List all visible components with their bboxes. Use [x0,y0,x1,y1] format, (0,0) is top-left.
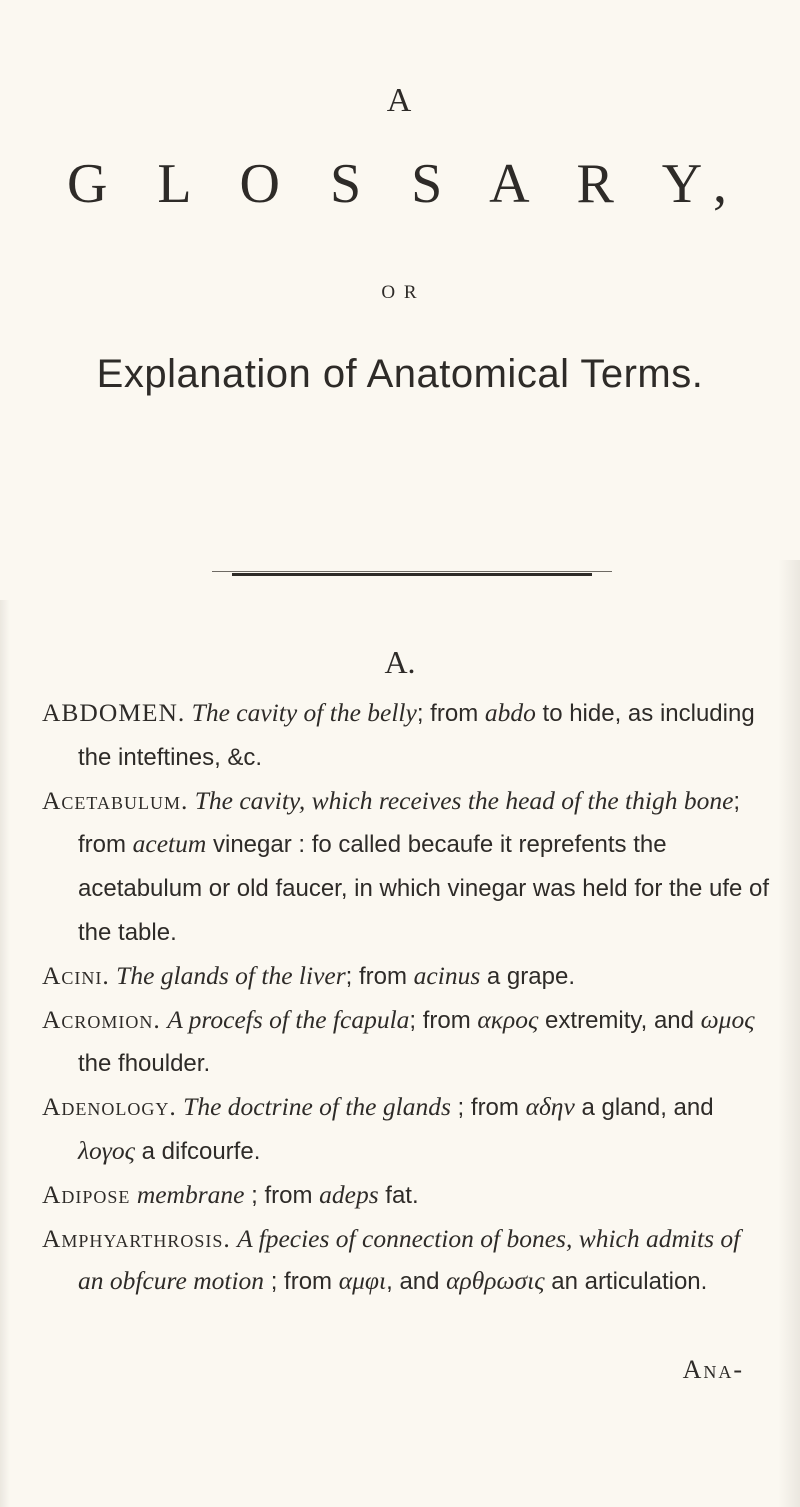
section-letter: A. [384,644,416,680]
entry-greek: αρθρωσις [446,1266,545,1296]
entry-text: ; from [345,962,414,990]
entry-acetabulum [42,780,772,955]
entry-text: fat. [378,1181,419,1209]
catchword: Ana- [682,1355,744,1384]
glossary-entries [42,692,772,1304]
entry-headword: Acetabulum. [42,785,189,815]
entry-headword: Adenology. [42,1092,177,1122]
entry-text: ; from [264,1268,339,1296]
entry-headword: Amphyarthrosis. [42,1223,231,1253]
entry-greek: ακρος [477,1004,539,1034]
entry-greek: ωμος [700,1004,755,1034]
entry-greek: αμφι [338,1266,387,1296]
entry-abdomen [42,692,772,780]
entry-etymon: adeps [319,1179,379,1209]
entry-definition: membrane [136,1179,245,1209]
divider-rule [232,573,592,576]
entry-acromion [42,999,772,1087]
divider-thin [212,571,612,572]
entry-adenology [42,1086,772,1174]
entry-text: a gland, and [574,1094,714,1122]
entry-definition: The cavity of the belly [191,698,417,727]
header-or: O R [381,282,419,303]
entry-text: vinegar : fo called becaufe it reprefents the acetabulum or old faucer, in which vinegar was held for the ufe of the table. [78,831,770,946]
entry-text: a grape. [480,962,575,990]
entry-adipose [42,1174,772,1218]
entry-acini [42,955,772,999]
entry-headword: ABDOMEN. [42,698,186,727]
entry-text: ; from [409,1006,478,1034]
entry-text: the fhoulder. [78,1050,211,1078]
entry-text: to hide, as including the inteftines, &c. [78,700,755,771]
entry-definition: A procefs of the fcapula [167,1004,410,1034]
entry-amphyarthrosis [42,1218,772,1305]
entry-definition: The cavity, which receives the head of the thigh bone [194,785,734,815]
entry-text: ; from [416,700,485,727]
entry-text: extremity, and [538,1006,701,1034]
entry-etymon: abdo [484,698,536,727]
entry-headword: Acini. [42,960,110,990]
entry-etymon: acinus [413,960,481,990]
entry-greek: αδην [525,1092,575,1122]
header-letter: A [386,82,414,119]
entry-text: , and [386,1268,447,1296]
entry-definition: The doctrine of the glands [183,1092,451,1122]
entry-headword: Adipose [42,1179,131,1209]
entry-greek: λογος [78,1135,135,1165]
entry-text: ; from [244,1181,320,1209]
entry-definition: A fpecies of connection of bones, which admits of an obfcure motion [78,1223,741,1296]
entry-headword: Acromion. [42,1004,161,1034]
page-edge-shadow [778,560,800,1507]
entry-text: an articulation. [544,1268,708,1296]
entry-text: ; from [78,787,741,859]
entry-text: ; from [450,1094,526,1122]
page-gutter-shadow [0,600,10,1507]
page-title: G L O S S A R Y, [66,153,746,215]
entry-definition: The glands of the liver [116,960,346,990]
entry-text: a difcourfe. [134,1137,261,1165]
page-subtitle: Explanation of Anatomical Terms. [96,352,704,396]
entry-etymon: acetum [132,829,207,859]
